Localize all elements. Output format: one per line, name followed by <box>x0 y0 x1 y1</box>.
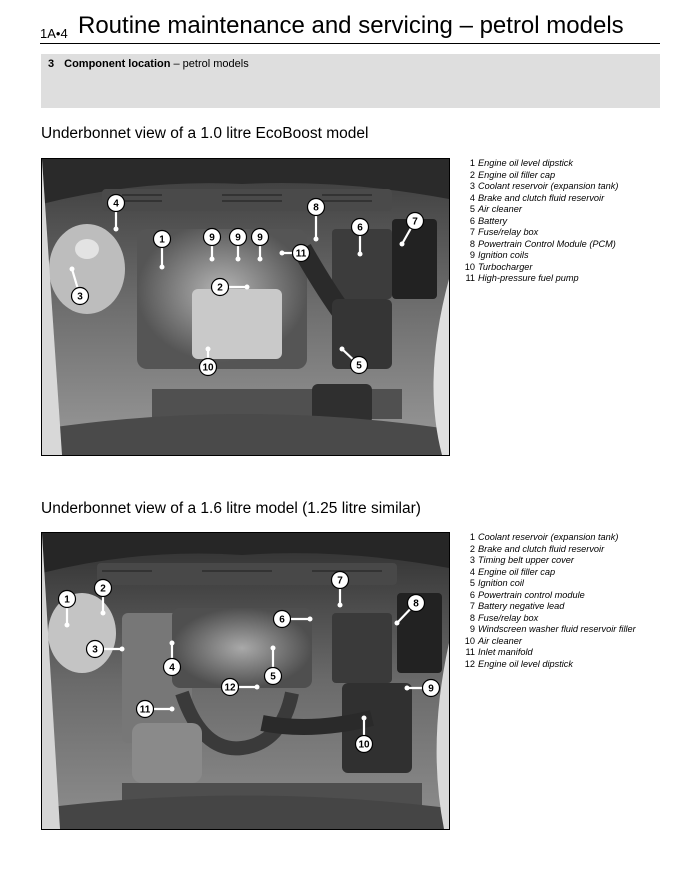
callout-marker <box>212 279 250 296</box>
callout-marker <box>400 213 424 247</box>
callout-arrowhead <box>120 647 125 652</box>
legend-label: High-pressure fuel pump <box>478 273 579 283</box>
legend-item <box>463 193 618 205</box>
legend-number: 4 <box>469 192 475 203</box>
callout-arrowhead <box>65 623 70 628</box>
page-header <box>40 10 660 46</box>
callout-number: 2 <box>217 282 223 294</box>
callout-number: 10 <box>358 739 370 751</box>
legend-item <box>463 532 636 544</box>
callout-number: 9 <box>257 232 263 244</box>
legend-label: Engine oil filler cap <box>478 566 556 577</box>
callout-number: 10 <box>202 362 214 374</box>
page-reference: 1A•4 <box>40 26 68 41</box>
legend-label: Coolant reservoir (expansion tank) <box>478 181 619 191</box>
legend-number: 2 <box>469 543 475 554</box>
legend-label: Ignition coils <box>478 250 529 260</box>
callout-arrowhead <box>210 257 215 262</box>
callout-marker <box>154 231 171 270</box>
callout-marker <box>87 641 125 658</box>
callout-number: 11 <box>139 704 151 716</box>
callout-arrowhead <box>160 265 165 270</box>
figure-2-caption: Underbonnet view of a 1.6 litre model (1.25 litre similar) <box>41 500 421 517</box>
legend-item <box>463 601 636 613</box>
legend-item <box>463 578 636 590</box>
legend-item <box>463 659 636 671</box>
legend-number: 3 <box>469 555 475 565</box>
callout-marker <box>230 229 247 262</box>
callout-marker <box>164 641 181 676</box>
legend-item <box>463 647 636 659</box>
callout-arrowhead <box>271 646 276 651</box>
callout-number: 1 <box>159 234 165 246</box>
callout-marker <box>95 580 112 616</box>
legend-number: 8 <box>469 238 475 249</box>
legend-label: Windscreen washer fluid reservoir filler <box>478 624 636 634</box>
callout-marker <box>200 347 217 376</box>
callout-marker <box>59 591 76 628</box>
callout-marker <box>108 195 125 232</box>
legend-number: 8 <box>469 612 475 623</box>
callout-number: 8 <box>313 202 319 214</box>
legend-number: 6 <box>469 215 475 226</box>
legend-number: 11 <box>465 273 475 283</box>
legend-number: 1 <box>469 158 475 168</box>
legend-label: Ignition coil <box>478 578 524 588</box>
section-heading-box <box>41 54 660 108</box>
legend-number: 7 <box>469 601 475 611</box>
callout-arrowhead <box>255 685 260 690</box>
legend-item <box>463 544 636 556</box>
legend-item <box>463 567 636 579</box>
legend-number: 7 <box>469 227 475 237</box>
callout-number: 2 <box>100 583 106 595</box>
legend-number: 4 <box>469 566 475 577</box>
legend-label: Engine oil level dipstick <box>478 158 573 168</box>
callout-arrowhead <box>405 686 410 691</box>
legend-label: Battery <box>478 215 508 226</box>
legend-label: Engine oil filler cap <box>478 169 556 180</box>
legend-item <box>463 273 618 285</box>
callout-number: 11 <box>295 248 307 260</box>
callout-number: 9 <box>235 232 241 244</box>
legend-label: Coolant reservoir (expansion tank) <box>478 532 619 542</box>
legend-number: 9 <box>469 624 475 634</box>
callout-arrowhead <box>170 707 175 712</box>
legend-item <box>463 613 636 625</box>
legend-item <box>463 158 618 170</box>
callout-number: 3 <box>77 291 83 303</box>
callout-marker <box>204 229 221 262</box>
legend-item <box>463 181 618 193</box>
legend-number: 1 <box>469 532 475 542</box>
callout-arrowhead <box>280 251 285 256</box>
figure-1-legend <box>463 158 618 285</box>
callout-marker <box>405 680 440 697</box>
legend-number: 3 <box>469 181 475 191</box>
legend-label: Air cleaner <box>478 204 522 214</box>
legend-label: Powertrain Control Module (PCM) <box>478 238 616 249</box>
callout-arrowhead <box>400 242 405 247</box>
legend-label: Engine oil level dipstick <box>478 658 573 669</box>
callout-marker <box>280 245 310 262</box>
figure-2-legend <box>463 532 636 670</box>
legend-item <box>463 590 636 602</box>
callout-marker <box>222 679 260 696</box>
callout-number: 5 <box>270 671 276 683</box>
figure-2-photo <box>41 532 450 830</box>
callout-number: 9 <box>209 232 215 244</box>
callout-arrowhead <box>170 641 175 646</box>
figure-1-caption: Underbonnet view of a 1.0 litre EcoBoost model <box>41 125 369 142</box>
legend-label: Fuse/relay box <box>478 612 539 623</box>
callout-number: 1 <box>64 594 70 606</box>
legend-item <box>463 250 618 262</box>
legend-label: Powertrain control module <box>478 589 585 600</box>
section-heading <box>48 58 249 70</box>
callout-number: 7 <box>337 575 343 587</box>
callout-arrowhead <box>114 227 119 232</box>
legend-item <box>463 636 636 648</box>
callout-arrowhead <box>362 716 367 721</box>
section-title-bold: Component location <box>64 58 171 70</box>
callout-number: 9 <box>428 683 434 695</box>
legend-label: Turbocharger <box>478 261 533 272</box>
callout-arrowhead <box>308 617 313 622</box>
legend-label: Brake and clutch fluid reservoir <box>478 543 605 554</box>
callout-arrowhead <box>314 237 319 242</box>
callout-number: 4 <box>113 198 119 210</box>
legend-number: 11 <box>465 647 475 657</box>
callout-marker <box>137 701 175 718</box>
legend-item <box>463 170 618 182</box>
callout-marker <box>395 595 425 626</box>
legend-number: 12 <box>464 658 475 669</box>
legend-label: Air cleaner <box>478 635 522 646</box>
legend-item <box>463 239 618 251</box>
callout-number: 6 <box>279 614 285 626</box>
callout-arrowhead <box>206 347 211 352</box>
legend-item <box>463 204 618 216</box>
section-title-rest: – petrol models <box>170 58 249 70</box>
callout-marker <box>274 611 313 628</box>
callout-arrowhead <box>338 603 343 608</box>
legend-label: Fuse/relay box <box>478 227 539 237</box>
callout-number: 4 <box>169 662 175 674</box>
page-title: Routine maintenance and servicing – petrol models <box>78 12 624 39</box>
callout-arrowhead <box>395 621 400 626</box>
callout-marker <box>252 229 269 262</box>
callout-marker <box>352 219 369 257</box>
callout-marker <box>340 347 368 374</box>
legend-number: 10 <box>464 261 475 272</box>
legend-number: 5 <box>469 204 475 214</box>
callout-number: 7 <box>412 216 418 228</box>
legend-label: Inlet manifold <box>478 647 533 657</box>
callout-arrowhead <box>258 257 263 262</box>
callout-arrowhead <box>245 285 250 290</box>
legend-item <box>463 216 618 228</box>
legend-label: Battery negative lead <box>478 601 565 611</box>
callout-number: 3 <box>92 644 98 656</box>
section-number: 3 <box>48 58 55 70</box>
header-rule <box>40 43 660 44</box>
figure-1-callouts <box>42 159 449 455</box>
callout-number: 8 <box>413 598 419 610</box>
legend-item <box>463 624 636 636</box>
callout-number: 6 <box>357 222 363 234</box>
legend-label: Brake and clutch fluid reservoir <box>478 192 605 203</box>
callout-arrowhead <box>70 267 75 272</box>
legend-number: 10 <box>464 635 475 646</box>
legend-number: 5 <box>469 578 475 588</box>
callout-arrowhead <box>358 252 363 257</box>
callout-number: 12 <box>224 682 236 694</box>
figure-1-photo <box>41 158 450 456</box>
callout-arrowhead <box>236 257 241 262</box>
legend-label: Timing belt upper cover <box>478 555 574 565</box>
legend-number: 9 <box>469 250 475 260</box>
callout-number: 5 <box>356 360 362 372</box>
callout-marker <box>70 267 89 305</box>
callout-marker <box>308 199 325 242</box>
legend-number: 2 <box>469 169 475 180</box>
callout-marker <box>332 572 349 608</box>
legend-number: 6 <box>469 589 475 600</box>
callout-marker <box>356 716 373 753</box>
callout-arrowhead <box>101 611 106 616</box>
figure-2-callouts <box>42 533 449 829</box>
legend-item <box>463 262 618 274</box>
callout-marker <box>265 646 282 685</box>
legend-item <box>463 227 618 239</box>
callout-arrowhead <box>340 347 345 352</box>
legend-item <box>463 555 636 567</box>
